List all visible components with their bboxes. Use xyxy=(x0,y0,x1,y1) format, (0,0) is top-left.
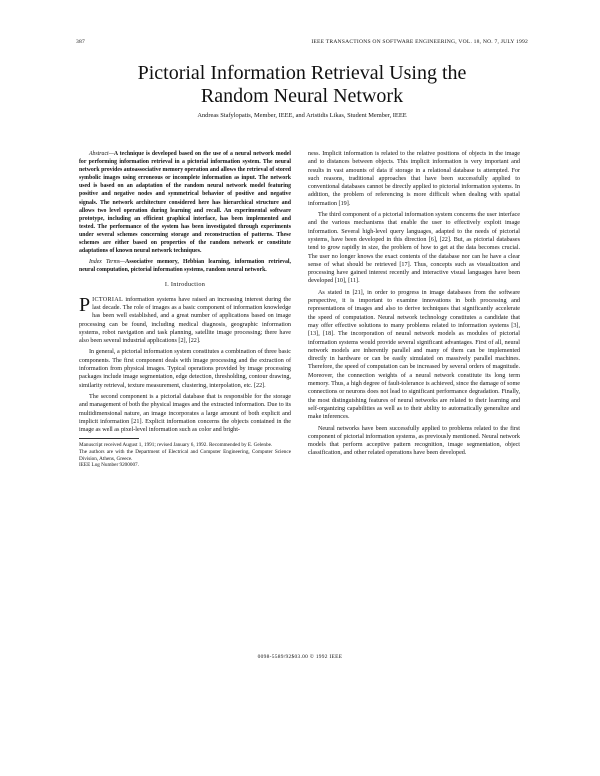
section-heading: I. Introduction xyxy=(164,281,206,289)
right-column xyxy=(308,150,520,461)
footnote-affiliation: The authors are with the Department of Electrical and Computer Engineering, Computer Science Division, Athens, Greece. xyxy=(79,449,291,462)
intro-paragraph-1 xyxy=(79,293,291,346)
right-paragraph-1: ness. Implicit information is related to the relative positions of objects in the image and to distances between objects. This implicit information is very important and results in vast amounts of data if storage in a relational database is attempted. For such reasons, traditional approaches that have been successfully applied to conventional databases cannot be directly applied to pictorial information systems. In addition, the problem of referencing is more difficult when dealing with spatial information [19]. xyxy=(308,151,520,207)
footnote-manuscript: Manuscript received August 1, 1991; revised January 6, 1992. Recommended by E. Gelenbe. xyxy=(79,442,273,449)
intro-first-word: ICTORIAL xyxy=(92,296,124,303)
abstract xyxy=(79,150,291,255)
paper-title xyxy=(76,62,528,108)
index-terms-label: Index Terms— xyxy=(89,259,126,266)
running-head xyxy=(76,39,528,49)
left-column xyxy=(79,150,291,469)
intro-paragraph-3: The second component is a pictorial database that is responsible for the storage and management of both the physical images and the extracted information. Due to its multidimensional nature, an image incorporates a large amount of both explicit and implicit information [21]. Explicit information concerns the objects contained in the image as well as pixel-level information such as color and bright- xyxy=(79,393,291,434)
index-terms xyxy=(79,258,291,274)
footnote-log-number: IEEE Log Number 9200007. xyxy=(79,462,139,469)
right-paragraph-3: As stated in [21], in order to progress in image databases from the software perspective, it is important to examine innovations in both processing and representations of images and also to derive techniques that significantly accelerate the speed of computation. Neural network technology constitutes a candidate that may offer effective solutions to many problems related to information systems [3], [13], [18]. The incorporation of neural network models as modules of pictorial information systems would provide several significant advantages. First of all, neural network models are inherently parallel and many of them can be implemented directly in hardware or can be easily simulated on massively parallel machines. Therefore, the speed of computation can be increased by several orders of magnitude. Moreover, the connection weights of a neural network constitute its long term memory. Thus, a high degree of fault-tolerance is achieved, since the damage of some connections or neurons does not lead to significant performance degradation. Finally, the most distinguishing features of neural networks are related to their learning and self-organizing capabilities as well as to their ability to automatically generalize and make inferences. xyxy=(308,289,520,421)
title-line-2: Random Neural Network xyxy=(200,85,404,107)
abstract-label: Abstract— xyxy=(89,151,114,157)
intro-paragraph-2: In general, a pictorial information system constitutes a combination of three basic components. The first component deals with image processing and the extraction of information from physical images. Typical operations provided by image processing packages include image segmentation, edge detection, thresholding, contour drawing, similarity retrieval, texture measurement, clustering, interpolation, etc. [22]. xyxy=(79,349,291,389)
index-terms-text: Associative memory, Hebbian learning, information retrieval, neural computation, pictorial information systems, random neural network. xyxy=(79,259,291,274)
footnote-rule xyxy=(79,438,139,439)
abstract-text: A technique is developed based on the use of a neural network model for performing information retrieval in a pictorial information system. The neural network provides autoassociative memory operation and allows the retrieval of stored symbolic images using erroneous or incomplete information as input. The network used is based on an adaptation of the random neural network model featuring positive and negative nodes and symmetrical behavior of positive and negative signals. The network architecture considered here has hierarchical structure and allows two level operation during learning and recall. An experimental software prototype, including an efficient graphical interface, has been implemented and tested. The performance of the system has been investigated through experiments under several schemes concerning storage and reconstruction of patterns. These schemes are either based on properties of the random network or constitute adaptations of known neural network techniques. xyxy=(79,151,291,255)
drop-cap: P xyxy=(79,293,91,316)
right-paragraph-2: The third component of a pictorial information system concerns the user interface and the various mechanisms that enable the user to effectively exploit image information. Several high-level query languages, adapted to the needs of pictorial systems, have been developed in this direction [6], [22]. But, as pictorial databases tend to grow rapidly in size, the problem of how to get at the data becomes crucial. The user no longer knows the exact contents of the database nor can he have a clear sense of what should be retrieved [17]. Thus, concepts such as visualization and processing have gained interest recently and interactive visual languages have been developed [10], [11]. xyxy=(308,212,520,285)
title-line-1: Pictorial Information Retrieval Using the xyxy=(137,62,467,84)
intro-paragraph-1-text: information systems have raised an increasing interest during the last decade. The role of images as a basic component of information knowledge has been well established, and a great number of applications based on image processing can be found, including medical diagnosis, geographic information systems, robot navigation and task planning, satellite image processing; there have also been several industrial applications [2], [22]. xyxy=(79,296,291,345)
copyright-footer: 0098-5589/92$03.00 © 1992 IEEE xyxy=(257,654,343,660)
journal-header: IEEE TRANSACTIONS ON SOFTWARE ENGINEERING, VOL. 18, NO. 7, JULY 1992 xyxy=(311,39,528,45)
page-number: 387 xyxy=(76,39,85,45)
author-line: Andreas Stafylopatis, Member, IEEE, and Aristidis Likas, Student Member, IEEE xyxy=(197,112,407,119)
right-paragraph-4: Neural networks have been successfully applied to problems related to the first component of pictorial information systems, as previously mentioned. Neural network models that perform acceptive pattern recognition, image segmentation, object classification, and other related operations have been developed. xyxy=(308,425,520,457)
